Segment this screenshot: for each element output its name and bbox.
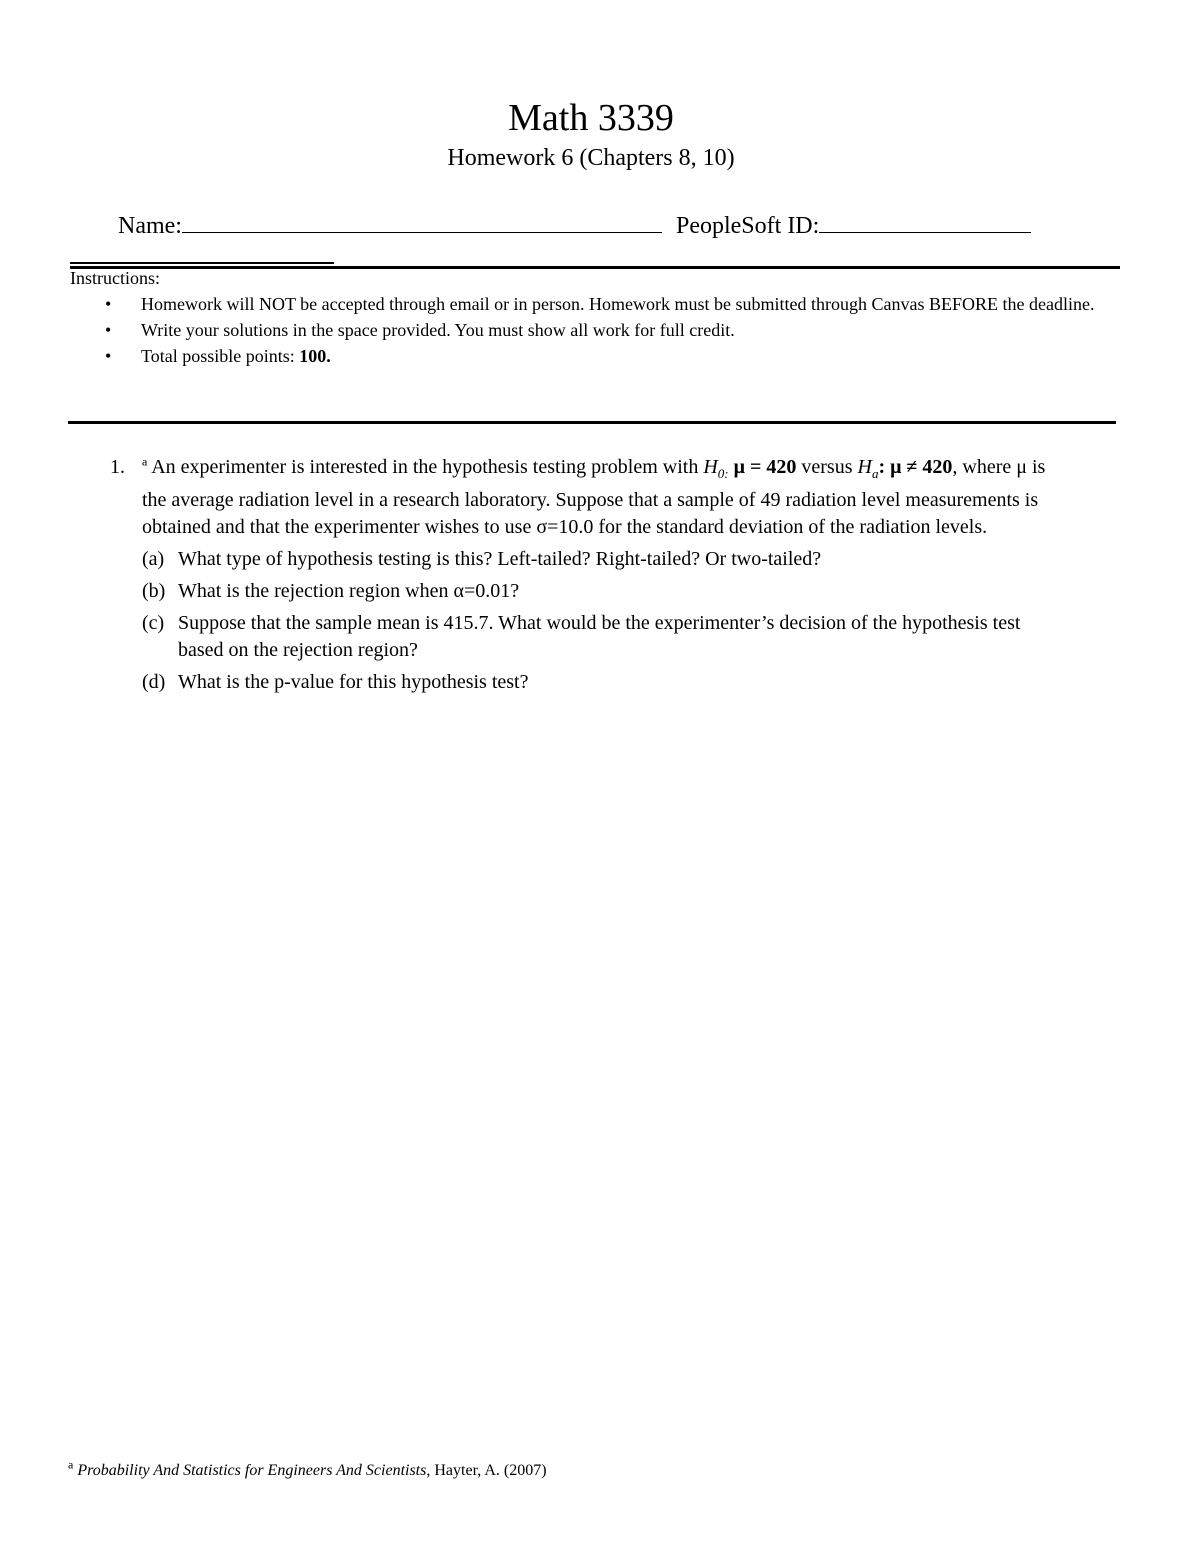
null-hypothesis-symbol: H [703, 456, 718, 478]
alt-hypothesis-symbol: H [857, 456, 872, 478]
page-title: Math 3339 [508, 97, 674, 139]
question-1 [110, 454, 1070, 701]
question-body: $^a$ An experimenter is interested in the hypothesis testing problem with $H_{0:}$ μ = 420 versus $H_a$: μ ≠ 420, where μ is the average radiation level in a research laboratory. Suppose that a sample of 49 radiation level measurements is obtained and that the experimenter wishes to use σ=10.0 for the standard deviation of the radiation levels. (a) What type of hypothesis testing is this? Left-tailed? Right-tailed? Or two-tailed? (b) What is the rejection region when α=0.01? (c) Suppose that the sample mean is 415.7. What would be the experimenter’s decision of the hypothesis test based on the rejection region? (d) What is the p-value for this hypothesis test? [142, 454, 1070, 696]
question-parts [142, 546, 1070, 696]
instruction-item: • Write your solutions in the space provided. You must show all work for full credit. [100, 318, 1100, 343]
footnote-marker: a [142, 454, 148, 469]
bottom-divider [68, 421, 1116, 424]
top-divider-accent [70, 262, 334, 264]
total-points: 100. [299, 346, 331, 366]
footnote-marker: a [68, 1457, 74, 1472]
null-hypothesis-expr: μ = 420 [728, 456, 802, 478]
footnote: $^a$ Probability And Statistics for Engineers And Scientists, Hayter, A. (2007) [68, 1457, 547, 1479]
instruction-item: • Homework will NOT be accepted through email or in person. Homework must be submitted through Canvas BEFORE the deadline. [100, 292, 1100, 317]
alt-hypothesis-expr: : μ ≠ 420 [878, 456, 953, 478]
question-part: (d) What is the p-value for this hypothesis test? [142, 671, 529, 693]
bullet-icon: • [105, 294, 112, 314]
instruction-item: • Total possible points: 100. [100, 344, 1100, 369]
top-divider [70, 266, 1120, 269]
bullet-icon: • [105, 346, 112, 366]
question-part: (c) Suppose that the sample mean is 415.7. What would be the experimenter’s decision of the hypothesis test based on the rejection region? [142, 612, 1021, 661]
question-number: 1. [110, 456, 125, 478]
name-label: Name: [118, 213, 182, 239]
peoplesoft-id-blank [819, 210, 1031, 233]
footnote-book-title: Probability And Statistics for Engineers And Scientists [77, 1462, 427, 1479]
bullet-icon: • [105, 320, 112, 340]
peoplesoft-id-label: PeopleSoft ID: [675, 213, 820, 239]
instructions-list [100, 292, 1100, 370]
name-blank [182, 210, 662, 233]
question-part: (a) What type of hypothesis testing is this? Left-tailed? Right-tailed? Or two-tailed? [142, 548, 822, 570]
page-subtitle: Homework 6 (Chapters 8, 10) [447, 145, 735, 171]
question-part: (b) What is the rejection region when α=0.01? [142, 580, 520, 602]
student-info-row [118, 210, 1031, 240]
instructions-label: Instructions: [70, 268, 160, 288]
